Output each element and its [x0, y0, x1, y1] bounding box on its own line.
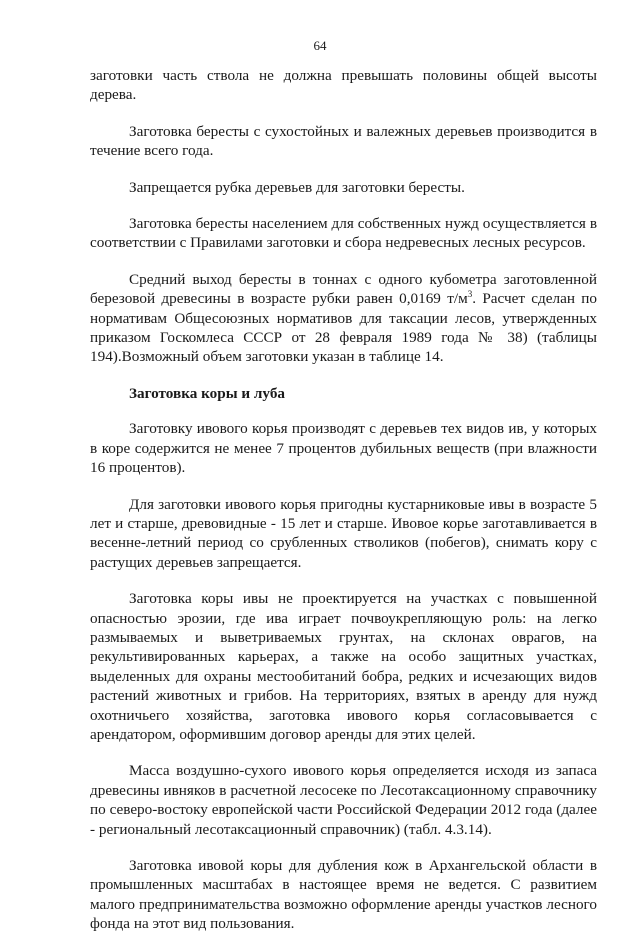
paragraph-erosion-restrictions: Заготовка коры ивы не проектируется на участках с повышенной опасностью эрозии, где ива играет почвоукрепляющую роль: на легко размываемых и выветриваемых грунтах, на склонах оврагов, на рекультивированных карьерах, а также на особо защитных участках, выделенных для охраны местообитаний бобра, редких и исчезающих видов растений животных и грибов. На территориях, взятых в аренду для нужд охотничьего хозяйства, заготовка ивового корья согласовывается с арендатором, оформившим договор аренды для этих целей. [90, 590, 597, 743]
page-body [90, 66, 597, 951]
paragraph-willow-bark-species: Заготовку ивового корья производят с деревьев тех видов ив, у которых в коре содержится не менее 7 процентов дубильных веществ (при влажности 16 процентов). [90, 420, 597, 477]
paragraph-felling-prohibited: Запрещается рубка деревьев для заготовки бересты. [129, 178, 465, 196]
paragraph-birch-bark-season: Заготовка бересты с сухостойных и валежных деревьев производится в течение всего года. [90, 122, 597, 160]
paragraph-continuation: заготовки часть ствола не должна превышать половины общей высоты дерева. [90, 67, 597, 104]
cubic-superscript: 3 [467, 289, 473, 300]
paragraph-willow-age: Для заготовки ивового корья пригодны кустарниковые ивы в возрасте 5 лет и старше, древовидные - 15 лет и старше. Ивовое корье заготавливается в весенне-летний период со срубленных стволиков (побегов), снимать кору с растущих деревьев запрещается. [90, 495, 597, 571]
yield-text-part1: Средний выход бересты в тоннах с одного кубометра заготовленной березовой древесины в возрасте рубки равен 0,0169 т/м [90, 270, 597, 308]
paragraph-tanning-bark: Заготовка ивовой коры для дубления кож в Архангельской области в промышленных масштабах в настоящее время не ведется. С развитием малого предпринимательства возможно оформление аренды участков лесного фонда на этот вид пользования. [90, 857, 597, 933]
paragraph-population-harvesting: Заготовка бересты населением для собственных нужд осуществляется в соответствии с Правилами заготовки и сбора недревесных лесных ресурсов. [90, 215, 597, 252]
paragraph-bark-mass: Масса воздушно-сухого ивового корья определяется исходя из запаса древесины ивняков в расчетной лесосеке по Лесотаксационному справочнику по северо-востоку европейской части Российской Федерации 2012 года (далее - региональный лесотаксационный справочник) (табл. 4.3.14). [90, 762, 597, 838]
page-number: 64 [313, 38, 327, 53]
section-heading: Заготовка коры и луба [129, 384, 286, 402]
yield-text-part2: . Расчет сделан по нормативам Общесоюзных нормативов для таксации лесов, утвержденных приказом Госкомлеса СССР от 28 февраля 1989 года № 38) (таблицы 194).Возможный объем заготовки указан в таблице 14. [90, 290, 597, 366]
paragraph-birch-bark-yield [90, 270, 597, 367]
